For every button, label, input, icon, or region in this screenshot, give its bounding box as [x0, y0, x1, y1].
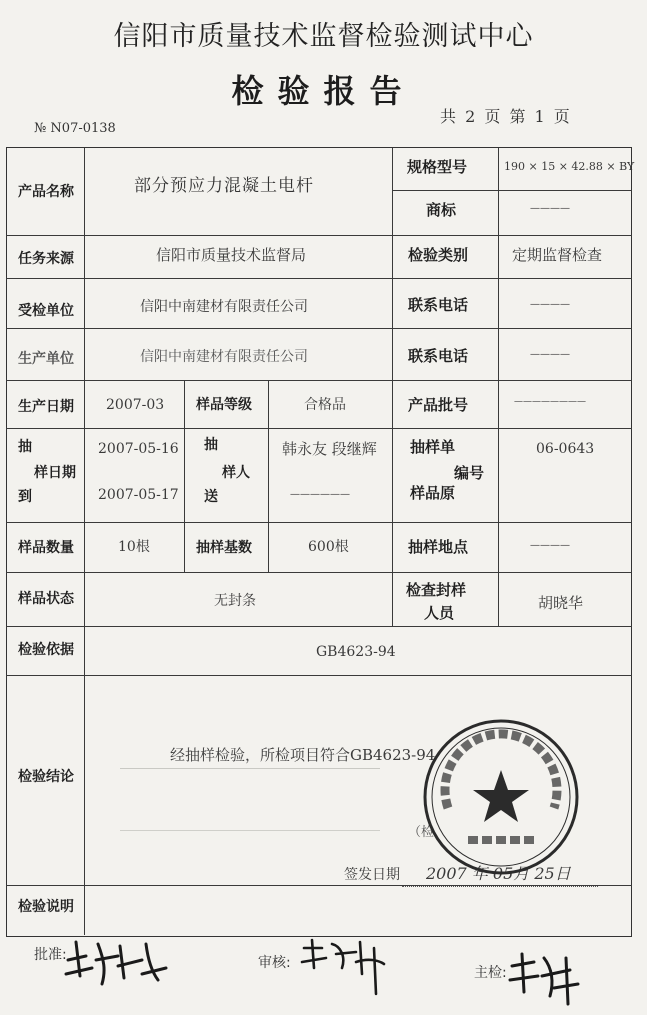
approve-label: 批准:	[34, 947, 67, 963]
report-number: № N07-0138	[34, 121, 116, 136]
official-seal	[420, 716, 582, 878]
report-title: 检验报告	[231, 72, 416, 110]
product-name-label: 产品名称	[18, 184, 74, 200]
sample-qty-label: 样品数量	[18, 540, 74, 556]
contact-phone-1-label: 联系电话	[408, 296, 469, 314]
issue-date-value: 2007 年 05月 25日	[426, 864, 571, 883]
production-date-label: 生产日期	[18, 399, 74, 415]
seal-person-value: 胡晓华	[538, 594, 584, 612]
sampler-names: 韩永友 段继辉	[282, 440, 377, 458]
main-inspector-signature	[504, 948, 584, 1010]
remarks-label: 检验说明	[18, 899, 74, 915]
sampling-sheet-label-b: 编号	[454, 464, 485, 482]
production-unit-value: 信阳中南建材有限责任公司	[140, 349, 308, 365]
sampling-sheet-label-c: 样品原	[410, 484, 456, 502]
product-name-value: 部分预应力混凝土电杆	[134, 176, 314, 196]
review-signature	[296, 934, 396, 998]
inspection-type-label: 检验类别	[408, 246, 469, 264]
spec-model-value: 190 × 15 × 42.88 × BY	[504, 160, 635, 173]
task-source-value: 信阳市质量技术监督局	[156, 246, 307, 264]
contact-phone-2-value: ————	[530, 349, 570, 360]
sampling-date-label-top: 抽	[18, 439, 32, 455]
organization-name: 信阳市质量技术监督检验测试中心	[113, 21, 534, 52]
conclusion-text: 经抽样检验，所检项目符合GB4623-94	[170, 746, 436, 764]
seal-person-label-a: 检查封样	[406, 581, 467, 599]
page-info: 共 2 页 第 1 页	[440, 107, 572, 126]
sender-label-b: 样人	[222, 465, 250, 481]
sampling-date-label-mid: 样日期	[34, 465, 76, 481]
approve-signature	[62, 930, 172, 990]
sample-grade-value: 合格品	[304, 397, 346, 413]
main-inspector-label: 主检:	[474, 965, 507, 981]
issue-date-label: 签发日期	[344, 867, 400, 883]
conclusion-seal-note: （检	[408, 825, 435, 840]
sender-blank: ——————	[290, 489, 350, 500]
inspected-unit-label: 受检单位	[18, 303, 74, 319]
basis-label: 检验依据	[18, 642, 74, 658]
batch-no-value: ————————	[514, 397, 586, 407]
production-unit-label: 生产单位	[18, 351, 74, 367]
production-date-value: 2007-03	[106, 397, 165, 413]
trademark-value: ————	[530, 203, 570, 214]
sample-qty-value: 10根	[118, 539, 150, 555]
sampling-sheet-label-a: 抽样单	[410, 438, 456, 456]
sampling-sheet-no-value: 06-0643	[536, 441, 595, 457]
inspection-type-value: 定期监督检查	[512, 246, 603, 264]
conclusion-label: 检验结论	[18, 769, 74, 785]
sample-status-label: 样品状态	[18, 591, 74, 607]
contact-phone-1-value: ————	[530, 299, 570, 310]
trademark-label: 商标	[426, 201, 457, 219]
sampling-date-to: 2007-05-17	[98, 487, 179, 503]
spec-model-label: 规格型号	[407, 158, 468, 176]
seal-person-label-b: 人员	[424, 604, 455, 622]
inspected-unit-value: 信阳中南建材有限责任公司	[140, 299, 308, 315]
contact-phone-2-label: 联系电话	[408, 347, 469, 365]
basis-value: GB4623-94	[316, 644, 396, 660]
batch-no-label: 产品批号	[408, 396, 469, 414]
sampling-base-label: 抽样基数	[196, 540, 252, 556]
sampling-base-value: 600根	[308, 539, 349, 555]
sample-status-value: 无封条	[214, 593, 256, 609]
sender-label-a: 抽	[204, 437, 218, 453]
task-source-label: 任务来源	[18, 251, 74, 267]
review-label: 审核:	[258, 955, 291, 971]
sampling-place-label: 抽样地点	[408, 538, 469, 556]
sender-label-c: 送	[204, 489, 218, 505]
sample-grade-label: 样品等级	[196, 397, 252, 413]
sampling-date-from: 2007-05-16	[98, 441, 179, 457]
sampling-date-label-bot: 到	[18, 489, 32, 505]
sampling-place-value: ————	[530, 540, 570, 551]
